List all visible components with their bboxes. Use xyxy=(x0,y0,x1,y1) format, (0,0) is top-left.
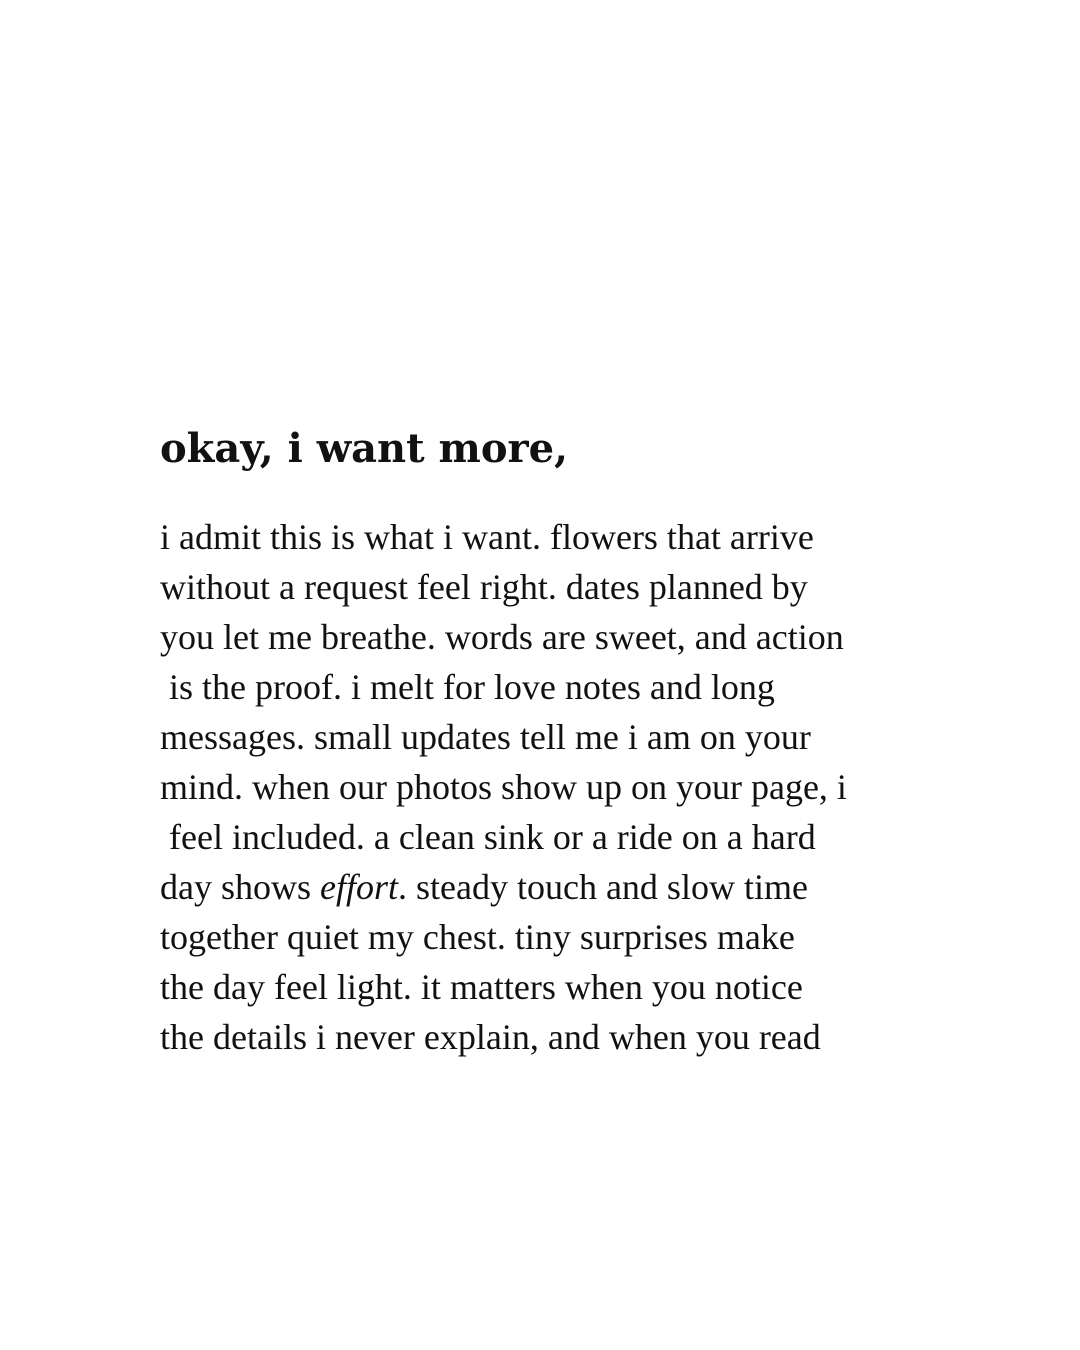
poem-line: the details i never explain, and when you read xyxy=(160,1017,821,1057)
poem-line: you let me breathe. words are sweet, and action xyxy=(160,617,844,657)
emphasized-word: effort xyxy=(320,867,398,907)
poem-line: feel included. a clean sink or a ride on a hard xyxy=(160,817,816,857)
poem-line: is the proof. i melt for love notes and long xyxy=(160,667,775,707)
line-text-before: day shows xyxy=(160,867,320,907)
poem-line: the day feel light. it matters when you notice xyxy=(160,967,803,1007)
poem-line: i admit this is what i want. flowers that arrive xyxy=(160,517,814,557)
poem-title: okay, i want more, xyxy=(160,425,568,472)
poem-line: together quiet my chest. tiny surprises make xyxy=(160,917,795,957)
poem-line: messages. small updates tell me i am on your xyxy=(160,717,811,757)
poem-line: mind. when our photos show up on your page, i xyxy=(160,767,847,807)
poem-body xyxy=(160,512,960,1062)
line-text-after: . steady touch and slow time xyxy=(398,867,808,907)
poem-line-with-emphasis xyxy=(160,862,960,912)
poem xyxy=(160,420,960,1062)
poem-line: without a request feel right. dates planned by xyxy=(160,567,808,607)
